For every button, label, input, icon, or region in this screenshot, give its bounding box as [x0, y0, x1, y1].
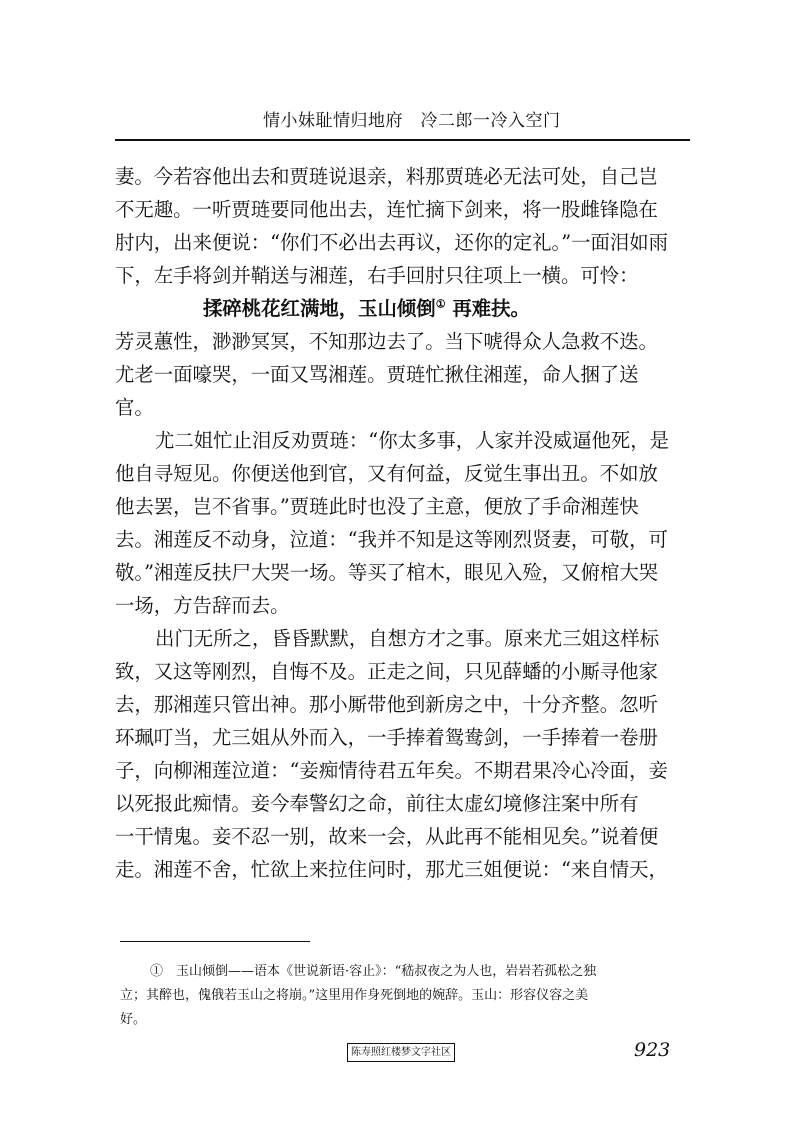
footnote-marker: ① [435, 297, 446, 311]
footnote-line: ① 玉山倾倒——语本《世说新语·容止》：“嵇叔夜之为人也，岩岩若孤松之独 [150, 964, 597, 979]
text-line: 他去罢，岂不省事。”贾琏此时也没了主意，便放了手命湘莲快 [115, 495, 639, 518]
text-line: 子，向柳湘莲泣道：“妾痴情待君五年矣。不期君果冷心冷面，妾 [115, 759, 668, 782]
header-rule [115, 139, 690, 141]
running-head: 情小妹耻情归地府 冷二郎一冷入空门 [263, 111, 561, 131]
text-line: 去。湘莲反不动身，泣道：“我并不知是这等刚烈贤妻，可敬，可 [115, 528, 668, 551]
text-line: 尤老一面嚎哭，一面又骂湘莲。贾琏忙揪住湘莲，命人捆了送 [115, 363, 639, 386]
text-line: 他自寻短见。你便送他到官，又有何益，反觉生事出丑。不如放 [115, 462, 658, 485]
text-line: 一场，方告辞而去。 [115, 594, 290, 617]
text-line: 不无趣。一听贾琏要同他出去，连忙摘下剑来，将一股雌锋隐在 [115, 198, 658, 221]
page-number: 923 [634, 1039, 671, 1061]
footnote [120, 960, 695, 1032]
footnote-line: 好。 [120, 1012, 147, 1027]
text-line: 环珮叮当，尤三姐从外而入，一手捧着鸳鸯剑，一手捧着一卷册 [115, 726, 658, 749]
body-text [115, 160, 695, 886]
text-line: 官。 [115, 396, 154, 419]
footnote-line: 立；其醉也，傀俄若玉山之将崩。”这里用作身死倒地的婉辞。玉山：形容仪容之美 [120, 988, 589, 1003]
text-line: 去，那湘莲只管出神。那小厮带他到新房之中，十分齐整。忽听 [115, 693, 658, 716]
text-line: 一干情鬼。妾不忍一别，故来一会，从此再不能相见矣。”说着便 [115, 825, 659, 848]
verse-text: 揉碎桃花红满地，玉山倾倒 [203, 297, 436, 320]
verse-line [115, 292, 695, 325]
verse-text: 再难扶。 [445, 297, 530, 320]
text-line: 下，左手将剑并鞘送与湘莲，右手回肘只往项上一横。可怜： [115, 264, 639, 287]
paragraph-first-line: 尤二姐忙止泪反劝贾琏：“你太多事，人家并没威逼他死，是 [155, 429, 670, 452]
footnote-rule [120, 941, 310, 942]
source-stamp: 陈寿照红楼梦文字社区 [347, 1043, 455, 1062]
text-line: 妻。今若容他出去和贾琏说退亲，料那贾琏必无法可处，自己岂 [115, 165, 658, 188]
text-line: 肘内，出来便说：“你们不必出去再议，还你的定礼。”一面泪如雨 [115, 231, 669, 254]
text-line: 以死报此痴情。妾今奉警幻之命，前往太虚幻境修注案中所有 [115, 792, 639, 815]
paragraph-first-line: 出门无所之，昏昏默默，自想方才之事。原来尤三姐这样标 [155, 627, 660, 650]
text-line: 敬。”湘莲反扶尸大哭一场。等买了棺木，眼见入殓，又俯棺大哭 [115, 561, 659, 584]
text-line: 芳灵蕙性，渺渺冥冥，不知那边去了。当下唬得众人急救不迭。 [115, 330, 658, 353]
text-line: 致，又这等刚烈，自悔不及。正走之间，只见薛蟠的小厮寻他家 [115, 660, 658, 683]
text-line: 走。湘莲不舍，忙欲上来拉住问时，那尤三姐便说：“来自情天， [115, 858, 668, 881]
